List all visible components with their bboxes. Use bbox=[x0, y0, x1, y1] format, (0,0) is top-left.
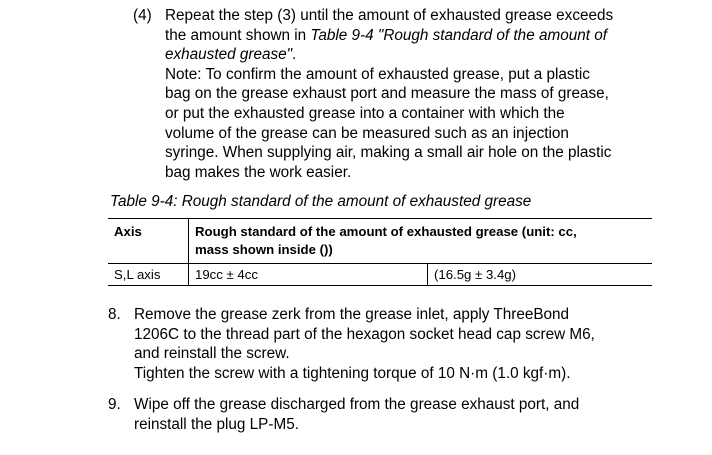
header-amount-line: Rough standard of the amount of exhausted grease (unit: cc, bbox=[195, 224, 577, 239]
note-line: or put the exhausted grease into a container with which the bbox=[165, 104, 565, 122]
cell-axis: S,L axis bbox=[108, 264, 189, 286]
step-number: 9. bbox=[108, 396, 121, 413]
step-line: reinstall the plug LP-M5. bbox=[134, 415, 299, 433]
note-line: syringe. When supplying air, making a small air hole on the plastic bbox=[165, 144, 612, 162]
header-amount bbox=[189, 219, 653, 264]
substep-text: . bbox=[292, 46, 297, 64]
header-axis: Axis bbox=[108, 219, 189, 264]
step-line: 1206C to the thread part of the hexagon socket head cap screw M6, bbox=[134, 325, 595, 343]
substep-line: Repeat the step (3) until the amount of exhausted grease exceeds bbox=[165, 7, 614, 24]
step-9 bbox=[108, 395, 668, 434]
table-reference-link: Table 9-4 "Rough standard of the amount of bbox=[310, 26, 607, 44]
step-line: Remove the grease zerk from the grease inlet, apply ThreeBond bbox=[134, 306, 570, 323]
note-line: bag makes the work easier. bbox=[165, 163, 352, 181]
substep-number: (4) bbox=[133, 7, 152, 24]
step-body bbox=[134, 395, 668, 434]
step-line: Wipe off the grease discharged from the grease exhaust port, and bbox=[134, 396, 580, 413]
grease-standard-table bbox=[108, 218, 652, 286]
table-caption: Table 9-4: Rough standard of the amount of exhausted grease bbox=[110, 193, 532, 210]
note-line: Note: To confirm the amount of exhausted grease, put a plastic bbox=[165, 65, 590, 83]
step-number: 8. bbox=[108, 306, 121, 323]
cell-volume: 19cc ± 4cc bbox=[189, 264, 428, 286]
step-body bbox=[134, 305, 668, 383]
table-reference-link: exhausted grease" bbox=[165, 46, 293, 64]
table-header-row bbox=[108, 219, 652, 264]
substep-4 bbox=[133, 6, 673, 182]
substep-line bbox=[165, 45, 673, 65]
step-line: and reinstall the screw. bbox=[134, 345, 290, 363]
note-line: bag on the grease exhaust port and measure the mass of grease, bbox=[165, 85, 609, 103]
header-amount-line: mass shown inside ()) bbox=[195, 242, 333, 257]
substep-line bbox=[165, 26, 673, 46]
step-8 bbox=[108, 305, 668, 383]
cell-mass: (16.5g ± 3.4g) bbox=[434, 267, 517, 282]
substep-body bbox=[165, 6, 673, 182]
note-line: volume of the grease can be measured such as an injection bbox=[165, 124, 569, 142]
substep-text: the amount shown in bbox=[165, 26, 311, 44]
table-row bbox=[108, 264, 652, 286]
step-line: Tighten the screw with a tightening torque of 10 N·m (1.0 kgf·m). bbox=[134, 364, 571, 382]
